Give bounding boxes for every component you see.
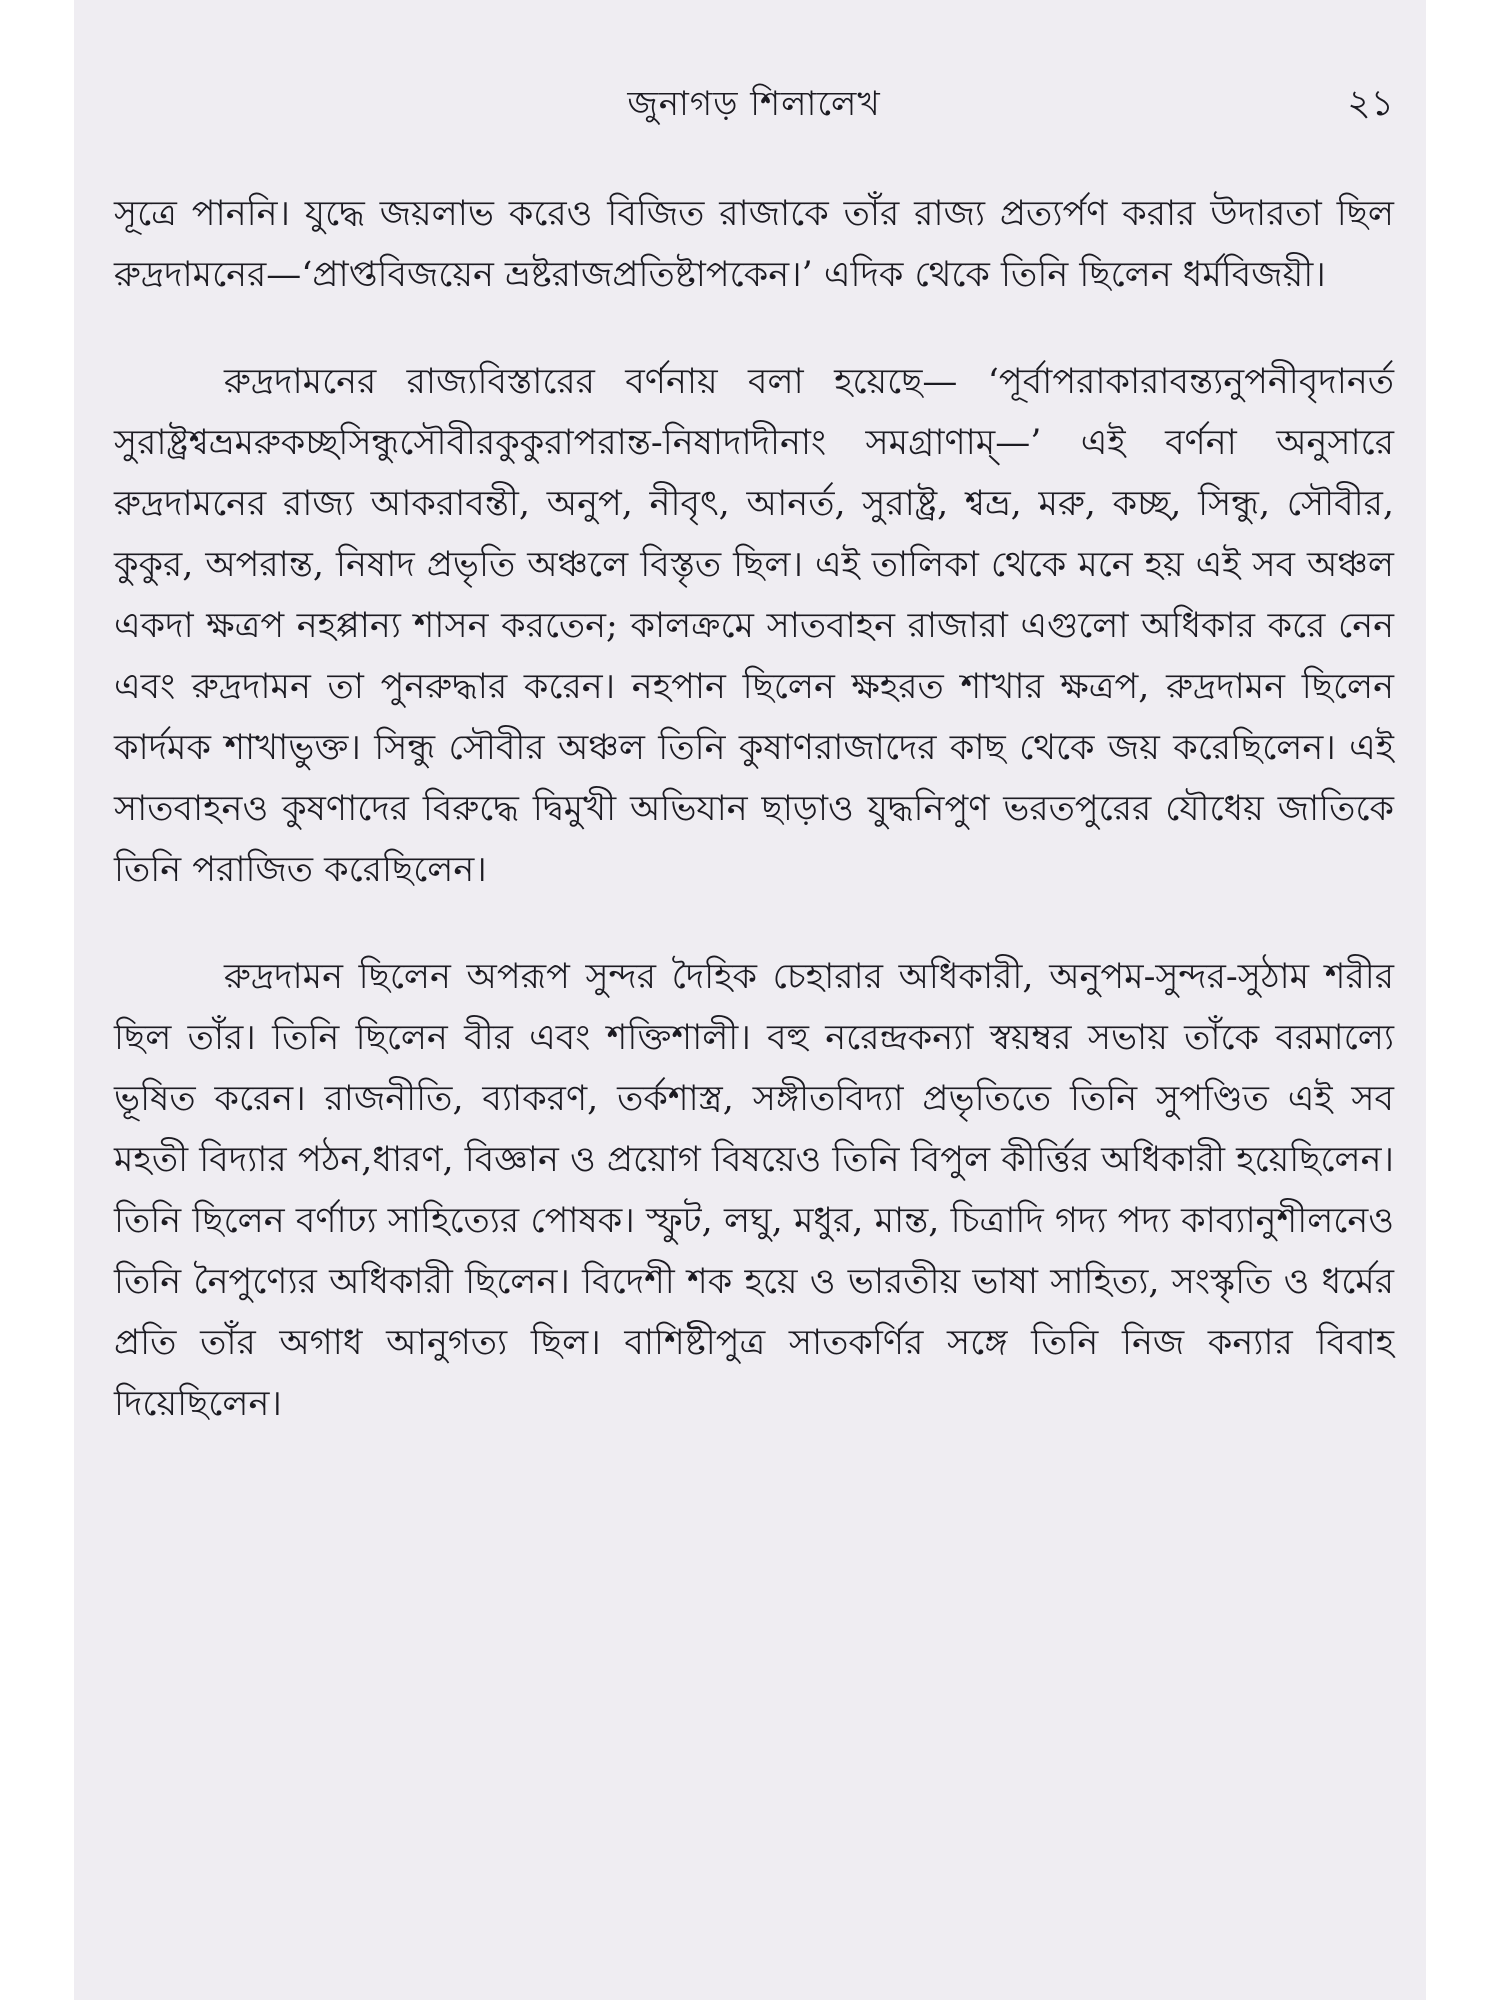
paragraph-1: সূত্রে পাননি। যুদ্ধে জয়লাভ করেও বিজিত রাজাকে তাঁর রাজ্য প্রত্যর্পণ করার উদারতা ছিল রুদ্রদামনের—‘প্রাপ্তবিজয়েন ভ্রষ্টরাজপ্রতিষ্টাপকেন।’ এদিক থেকে তিনি ছিলেন ধর্মবিজয়ী। [114,194,1394,295]
page-header [114,70,1394,150]
book-page [74,0,1426,2000]
page-number: ২১ [1347,83,1394,124]
page-body [114,184,1394,1435]
paragraph-3: রুদ্রদামন ছিলেন অপরূপ সুন্দর দৈহিক চেহারার অধিকারী, অনুপম-সুন্দর-সুঠাম শরীর ছিল তাঁর। তিনি ছিলেন বীর এবং শক্তিশালী। বহু নরেন্দ্রকন্যা স্বয়ম্বর সভায় তাঁকে বরমাল্যে ভূষিত করেন। রাজনীতি, ব্যাকরণ, তর্কশাস্ত্র, সঙ্গীতবিদ্যা প্রভৃতিতে তিনি সুপণ্ডিত এই সব মহতী বিদ্যার পঠন,ধারণ, বিজ্ঞান ও প্রয়োগ বিষয়েও তিনি বিপুল কীর্ত্তির অধিকারী হয়েছিলেন। তিনি ছিলেন বর্ণাঢ্য সাহিত্যের পোষক। স্ফুট, লঘু, মধুর, মান্ত, চিত্রাদি গদ্য পদ্য কাব্যানুশীলনেও তিনি নৈপুণ্যের অধিকারী ছিলেন। বিদেশী শক হয়ে ও ভারতীয় ভাষা সাহিত্য, সংস্কৃতি ও ধর্মের প্রতি তাঁর অগাধ আনুগত্য ছিল। বাশিষ্টীপুত্র সাতকর্ণির সঙ্গে তিনি নিজ কন্যার বিবাহ দিয়েছিলেন। [114,957,1394,1424]
paragraph-2: রুদ্রদামনের রাজ্যবিস্তারের বর্ণনায় বলা হয়েছে— ‘পূর্বাপরাকারাবন্ত্যনুপনীবৃদানর্ত সুরাষ্ট্রশ্বভ্রমরুকচ্ছসিন্ধুসৌবীরকুকুরাপরান্ত-নিষাদাদীনাং সমগ্রাণাম্—’ এই বর্ণনা অনুসারে রুদ্রদামনের রাজ্য আকরাবন্তী, অনুপ, নীবৃৎ, আনর্ত, সুরাষ্ট্র, শ্বভ্র, মরু, কচ্ছ, সিন্ধু, সৌবীর, কুকুর, অপরান্ত, নিষাদ প্রভৃতি অঞ্চলে বিস্তৃত ছিল। এই তালিকা থেকে মনে হয় এই সব অঞ্চল একদা ক্ষত্রপ নহপ্পান্য শাসন করতেন; কালক্রমে সাতবাহন রাজারা এগুলো অধিকার করে নেন এবং রুদ্রদামন তা পুনরুদ্ধার করেন। নহপান ছিলেন ক্ষহরত শাখার ক্ষত্রপ, রুদ্রদামন ছিলেন কার্দমক শাখাভুক্ত। সিন্ধু সৌবীর অঞ্চল তিনি কুষাণরাজাদের কাছ থেকে জয় করেছিলেন। এই সাতবাহনও কুষণাদের বিরুদ্ধে দ্বিমুখী অভিযান ছাড়াও যুদ্ধনিপুণ ভরতপুরের যৌধেয় জাতিকে তিনি পরাজিত করেছিলেন। [114,362,1394,890]
running-title: জুনাগড় শিলালেখ [627,84,881,124]
